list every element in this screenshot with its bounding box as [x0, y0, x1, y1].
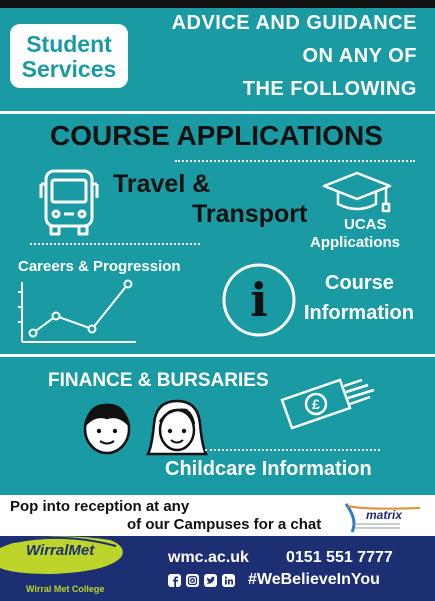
phone-number[interactable]: 0151 551 7777	[286, 549, 393, 566]
matrix-logo	[340, 500, 426, 536]
header-line-3: THE FOLLOWING	[242, 78, 417, 100]
finance-bursaries-label: FINANCE & BURSARIES	[48, 370, 269, 391]
matrix-logo-text: matrix	[366, 508, 403, 522]
divider-2	[0, 354, 435, 357]
dotted-line-2	[30, 243, 200, 245]
ucas-line-1: UCAS	[344, 216, 387, 233]
course-applications-heading: COURSE APPLICATIONS	[50, 120, 383, 151]
header-line-1: ADVICE AND GUIDANCE	[171, 12, 417, 34]
twitter-icon[interactable]	[204, 574, 217, 587]
facebook-icon[interactable]	[168, 574, 181, 587]
footer-line-2: of our Campuses for a chat	[127, 516, 322, 533]
ucas-line-2: Applications	[310, 234, 401, 251]
bus-icon	[38, 168, 100, 238]
website-link[interactable]: wmc.ac.uk	[168, 549, 249, 566]
hashtag: #WeBelieveInYou	[248, 571, 380, 588]
dotted-line-1	[175, 160, 415, 162]
careers-progression-label: Careers & Progression	[18, 258, 181, 275]
header-line-2: ON ANY OF	[302, 45, 417, 67]
line-chart-icon	[18, 280, 138, 346]
travel-line-1: Travel &	[113, 170, 211, 198]
boy-face-icon	[80, 400, 134, 456]
student-services-badge	[10, 24, 128, 88]
childcare-label: Childcare Information	[165, 458, 372, 480]
badge-line-2: Services	[21, 56, 117, 82]
college-name: Wirral Met College	[26, 584, 105, 594]
girl-face-icon	[146, 398, 208, 458]
dotted-line-3	[205, 449, 380, 451]
svg-text:£: £	[312, 396, 320, 412]
travel-line-2: Transport	[192, 200, 308, 228]
divider-1	[0, 111, 435, 114]
graduation-cap-icon	[322, 170, 392, 214]
course-info-line-2: Information	[304, 302, 414, 324]
footer-line-1: Pop into reception at any	[10, 498, 190, 515]
linkedin-icon[interactable]	[222, 574, 235, 587]
wirralmet-logo-text: WirralMet	[26, 542, 95, 559]
badge-line-1: Student	[26, 31, 112, 57]
course-info-line-1: Course	[325, 272, 394, 294]
svg-text:i: i	[250, 273, 268, 327]
banknote-icon	[278, 370, 378, 430]
top-bar	[0, 0, 435, 8]
info-icon	[221, 262, 297, 338]
instagram-icon[interactable]	[186, 574, 199, 587]
